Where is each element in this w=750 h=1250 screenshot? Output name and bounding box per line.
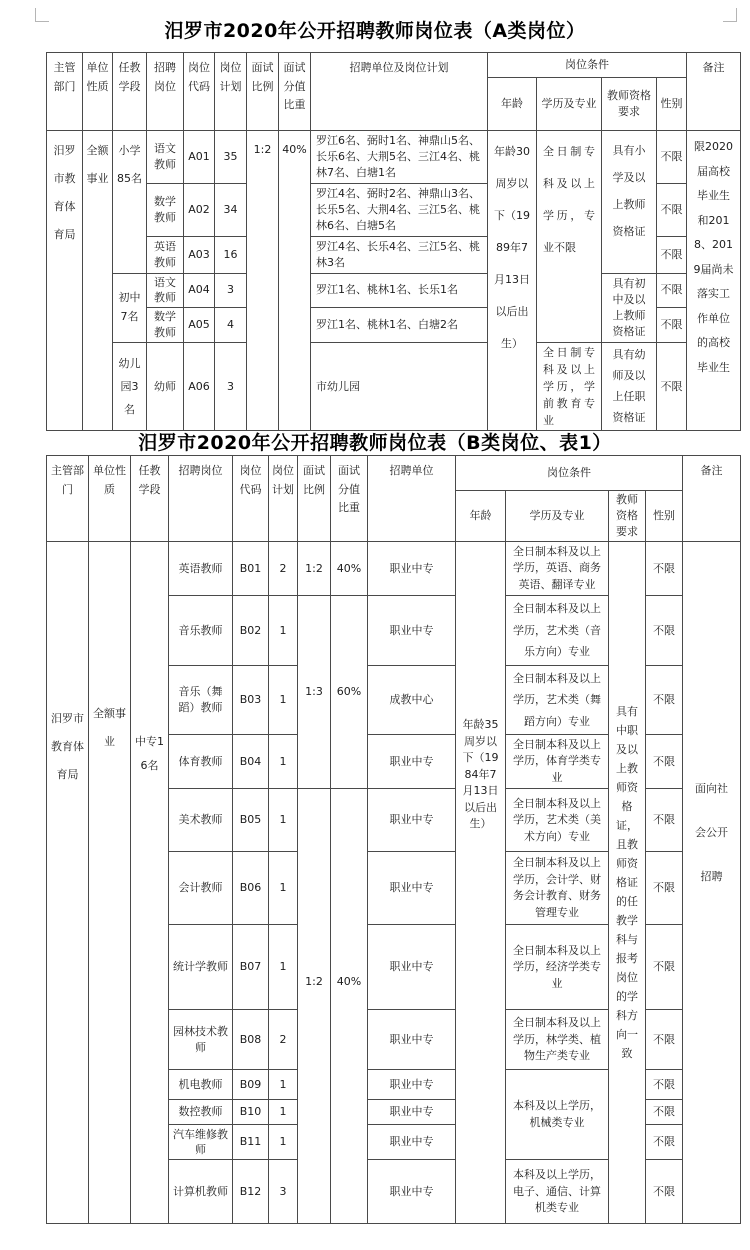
- col-header-stage: 任教学段: [131, 456, 169, 542]
- cell-plan: 1: [269, 1125, 298, 1160]
- cell-unit: 职业中专: [368, 852, 456, 925]
- col-header-units: 招聘单位: [368, 456, 456, 542]
- cell-code: B07: [233, 925, 269, 1010]
- cell-gender: 不限: [657, 273, 687, 308]
- cell-units: 罗江1名、桃林1名、白塘2名: [311, 308, 488, 343]
- cell-dept: 汨罗市教育体育局: [47, 541, 89, 1224]
- cell-gender: 不限: [646, 734, 683, 789]
- cell-weight: 60%: [331, 596, 368, 789]
- cell-units: 罗江1名、桃林1名、长乐1名: [311, 273, 488, 308]
- cell-gender: 不限: [657, 343, 687, 431]
- cell-gender: 不限: [646, 789, 683, 852]
- cell-gender: 不限: [657, 236, 687, 273]
- cell-qual: 具有中职及以上教师资格证，且教师资格证的任教学科与报考岗位的学科方向一致: [609, 541, 646, 1224]
- cell-gender: 不限: [646, 925, 683, 1010]
- col-header-remark: 备注: [687, 53, 741, 131]
- cell-gender: 不限: [657, 131, 687, 184]
- cell-units: 市幼儿园: [311, 343, 488, 431]
- col-header-plan: 岗位计划: [215, 53, 247, 131]
- cell-gender: 不限: [657, 308, 687, 343]
- cell-code: A02: [184, 183, 215, 236]
- cell-unit: 职业中专: [368, 734, 456, 789]
- cell-gender: 不限: [646, 665, 683, 734]
- cell-plan: 3: [269, 1160, 298, 1224]
- cell-plan: 3: [215, 343, 247, 431]
- cell-gender: 不限: [646, 1100, 683, 1125]
- cell-edu: 全日制本科及以上学历，经济学类专业: [506, 925, 609, 1010]
- table-a: [46, 52, 741, 431]
- cell-nature: 全额事业: [83, 131, 113, 431]
- table-b-title: 汨罗市2020年公开招聘教师岗位表（B类岗位、表1）: [138, 432, 612, 454]
- cell-unit: 职业中专: [368, 1160, 456, 1224]
- cell-edu-mechanical: 本科及以上学历，机械类专业: [506, 1070, 609, 1160]
- cell-code: B01: [233, 541, 269, 596]
- cell-ratio: 1:2: [247, 131, 279, 431]
- cell-units: 罗江6名、弼时1名、神鼎山5名、长乐6名、大荆5名、三江4名、桃林7名、白塘1名: [311, 131, 488, 184]
- col-header-remark: 备注: [683, 456, 741, 542]
- cell-unit: 成教中心: [368, 665, 456, 734]
- cell-gender: 不限: [646, 596, 683, 665]
- cell-unit: 职业中专: [368, 789, 456, 852]
- cell-plan: 1: [269, 852, 298, 925]
- cell-edu: 全日制本科及以上学历，艺术类（美术方向）专业: [506, 789, 609, 852]
- cell-units: 罗江4名、弼时2名、神鼎山3名、长乐5名、大荆4名、三江5名、桃林6名、白塘5名: [311, 183, 488, 236]
- cell-post: 汽车维修教师: [169, 1125, 233, 1160]
- cell-edu: 本科及以上学历，电子、通信、计算机类专业: [506, 1160, 609, 1224]
- cell-dept: 汨罗市教育体育局: [47, 131, 83, 431]
- cell-ratio: 1:2: [298, 789, 331, 1224]
- table-row: [47, 343, 741, 431]
- col-header-edu: 学历及专业: [537, 78, 602, 131]
- cell-unit: 职业中专: [368, 1010, 456, 1070]
- col-header-stage: 任教学段: [113, 53, 147, 131]
- cell-code: B05: [233, 789, 269, 852]
- col-header-code: 岗位代码: [233, 456, 269, 542]
- cell-plan: 2: [269, 1010, 298, 1070]
- cell-post: 数学教师: [147, 308, 184, 343]
- cell-post: 统计学教师: [169, 925, 233, 1010]
- cell-post: 语文教师: [147, 273, 184, 308]
- cell-unit: 职业中专: [368, 925, 456, 1010]
- cell-remark: 限2020届高校毕业生和2018、2019届尚未落实工作单位的高校毕业生: [687, 131, 741, 431]
- col-header-ratio: 面试比例: [298, 456, 331, 542]
- cell-stage: 中专16名: [131, 541, 169, 1224]
- table-b: [46, 455, 741, 1224]
- cell-code: B12: [233, 1160, 269, 1224]
- cell-edu: 全日制本科及以上学历，体育学类专业: [506, 734, 609, 789]
- cell-plan: 1: [269, 665, 298, 734]
- cell-age: 年龄35周岁以下（1984年7月13日以后出生）: [456, 541, 506, 1224]
- table-row: [47, 53, 741, 78]
- col-header-gender: 性别: [657, 78, 687, 131]
- col-header-nature: 单位性质: [83, 53, 113, 131]
- col-header-age: 年龄: [456, 491, 506, 542]
- col-header-conditions: 岗位条件: [456, 456, 683, 491]
- col-header-age: 年龄: [488, 78, 537, 131]
- cell-stage-middle: 初中7名: [113, 273, 147, 343]
- col-header-units: 招聘单位及岗位计划: [311, 53, 488, 131]
- cell-unit: 职业中专: [368, 1100, 456, 1125]
- cell-qual-kindergarten: 具有幼师及以上任职资格证: [602, 343, 657, 431]
- cell-plan: 1: [269, 1100, 298, 1125]
- cell-ratio: 1:2: [298, 541, 331, 596]
- col-header-post: 招聘岗位: [169, 456, 233, 542]
- cell-gender: 不限: [646, 541, 683, 596]
- cell-code: B02: [233, 596, 269, 665]
- cell-code: B10: [233, 1100, 269, 1125]
- table-row: [47, 273, 741, 308]
- cell-unit: 职业中专: [368, 541, 456, 596]
- cell-post: 语文教师: [147, 131, 184, 184]
- cell-plan: 16: [215, 236, 247, 273]
- cell-plan: 1: [269, 789, 298, 852]
- cell-plan: 34: [215, 183, 247, 236]
- cell-edu: 全日制本科及以上学历，艺术类（音乐方向）专业: [506, 596, 609, 665]
- cell-post: 英语教师: [147, 236, 184, 273]
- table-row: [47, 541, 741, 596]
- cell-code: B06: [233, 852, 269, 925]
- table-row: [47, 131, 741, 184]
- cell-plan: 4: [215, 308, 247, 343]
- cell-ratio: 1:3: [298, 596, 331, 789]
- cell-gender: 不限: [657, 183, 687, 236]
- cell-post: 音乐教师: [169, 596, 233, 665]
- col-header-weight: 面试分值比重: [331, 456, 368, 542]
- cell-remark: 面向社会公开招聘: [683, 541, 741, 1224]
- cell-unit: 职业中专: [368, 596, 456, 665]
- cell-post: 数控教师: [169, 1100, 233, 1125]
- cell-plan: 35: [215, 131, 247, 184]
- col-header-nature: 单位性质: [89, 456, 131, 542]
- cell-plan: 2: [269, 541, 298, 596]
- cell-code: B03: [233, 665, 269, 734]
- cell-post: 音乐（舞蹈）教师: [169, 665, 233, 734]
- cell-units: 罗江4名、长乐4名、三江5名、桃林3名: [311, 236, 488, 273]
- col-header-plan: 岗位计划: [269, 456, 298, 542]
- cell-edu: 全日制本科及以上学历，会计学、财务会计教育、财务管理专业: [506, 852, 609, 925]
- cell-gender: 不限: [646, 1010, 683, 1070]
- cell-code: A01: [184, 131, 215, 184]
- cell-unit: 职业中专: [368, 1070, 456, 1100]
- cell-post: 园林技术教师: [169, 1010, 233, 1070]
- cell-gender: 不限: [646, 1160, 683, 1224]
- cell-plan: 1: [269, 925, 298, 1010]
- cell-unit: 职业中专: [368, 1125, 456, 1160]
- col-header-dept: 主管部门: [47, 456, 89, 542]
- cell-edu: 全日制本科及以上学历，林学类、植物生产类专业: [506, 1010, 609, 1070]
- cell-edu: 全日制本科及以上学历，艺术类（舞蹈方向）专业: [506, 665, 609, 734]
- cell-code: A03: [184, 236, 215, 273]
- table-a-title: 汨罗市2020年公开招聘教师岗位表（A类岗位）: [164, 20, 586, 42]
- cell-code: A06: [184, 343, 215, 431]
- cell-post: 英语教师: [169, 541, 233, 596]
- cell-edu-main: 全日制专科及以上学历，专业不限: [537, 131, 602, 343]
- table-row: [47, 456, 741, 491]
- cell-stage-primary: 小学85名: [113, 131, 147, 274]
- cell-edu: 全日制本科及以上学历，英语、商务英语、翻译专业: [506, 541, 609, 596]
- cell-gender: 不限: [646, 1070, 683, 1100]
- cell-code: A05: [184, 308, 215, 343]
- cell-code: B11: [233, 1125, 269, 1160]
- cell-stage-kindergarten: 幼儿园3名: [113, 343, 147, 431]
- col-header-qual: 教师资格要求: [609, 491, 646, 542]
- cell-code: B04: [233, 734, 269, 789]
- col-header-weight: 面试分值比重: [279, 53, 311, 131]
- cell-plan: 3: [215, 273, 247, 308]
- cell-post: 数学教师: [147, 183, 184, 236]
- col-header-code: 岗位代码: [184, 53, 215, 131]
- col-header-ratio: 面试比例: [247, 53, 279, 131]
- cell-plan: 1: [269, 1070, 298, 1100]
- col-header-edu: 学历及专业: [506, 491, 609, 542]
- cell-qual-primary: 具有小学及以上教师资格证: [602, 131, 657, 274]
- cell-post: 计算机教师: [169, 1160, 233, 1224]
- cell-post: 机电教师: [169, 1070, 233, 1100]
- cell-plan: 1: [269, 734, 298, 789]
- cell-qual-middle: 具有初中及以上教师资格证: [602, 273, 657, 343]
- cell-gender: 不限: [646, 852, 683, 925]
- cell-weight: 40%: [331, 541, 368, 596]
- cell-post: 美术教师: [169, 789, 233, 852]
- col-header-dept: 主管部门: [47, 53, 83, 131]
- col-header-gender: 性别: [646, 491, 683, 542]
- cell-nature: 全额事业: [89, 541, 131, 1224]
- col-header-conditions: 岗位条件: [488, 53, 687, 78]
- cell-age: 年龄30周岁以下（1989年7月13日以后出生）: [488, 131, 537, 431]
- col-header-post: 招聘岗位: [147, 53, 184, 131]
- cell-code: B09: [233, 1070, 269, 1100]
- cell-code: A04: [184, 273, 215, 308]
- cell-weight: 40%: [331, 789, 368, 1224]
- cell-gender: 不限: [646, 1125, 683, 1160]
- cell-edu-kindergarten: 全日制专科及以上学历，学前教育专业: [537, 343, 602, 431]
- col-header-qual: 教师资格要求: [602, 78, 657, 131]
- cell-code: B08: [233, 1010, 269, 1070]
- cell-plan: 1: [269, 596, 298, 665]
- cell-post: 体育教师: [169, 734, 233, 789]
- cell-post: 会计教师: [169, 852, 233, 925]
- cell-weight: 40%: [279, 131, 311, 431]
- cell-post: 幼师: [147, 343, 184, 431]
